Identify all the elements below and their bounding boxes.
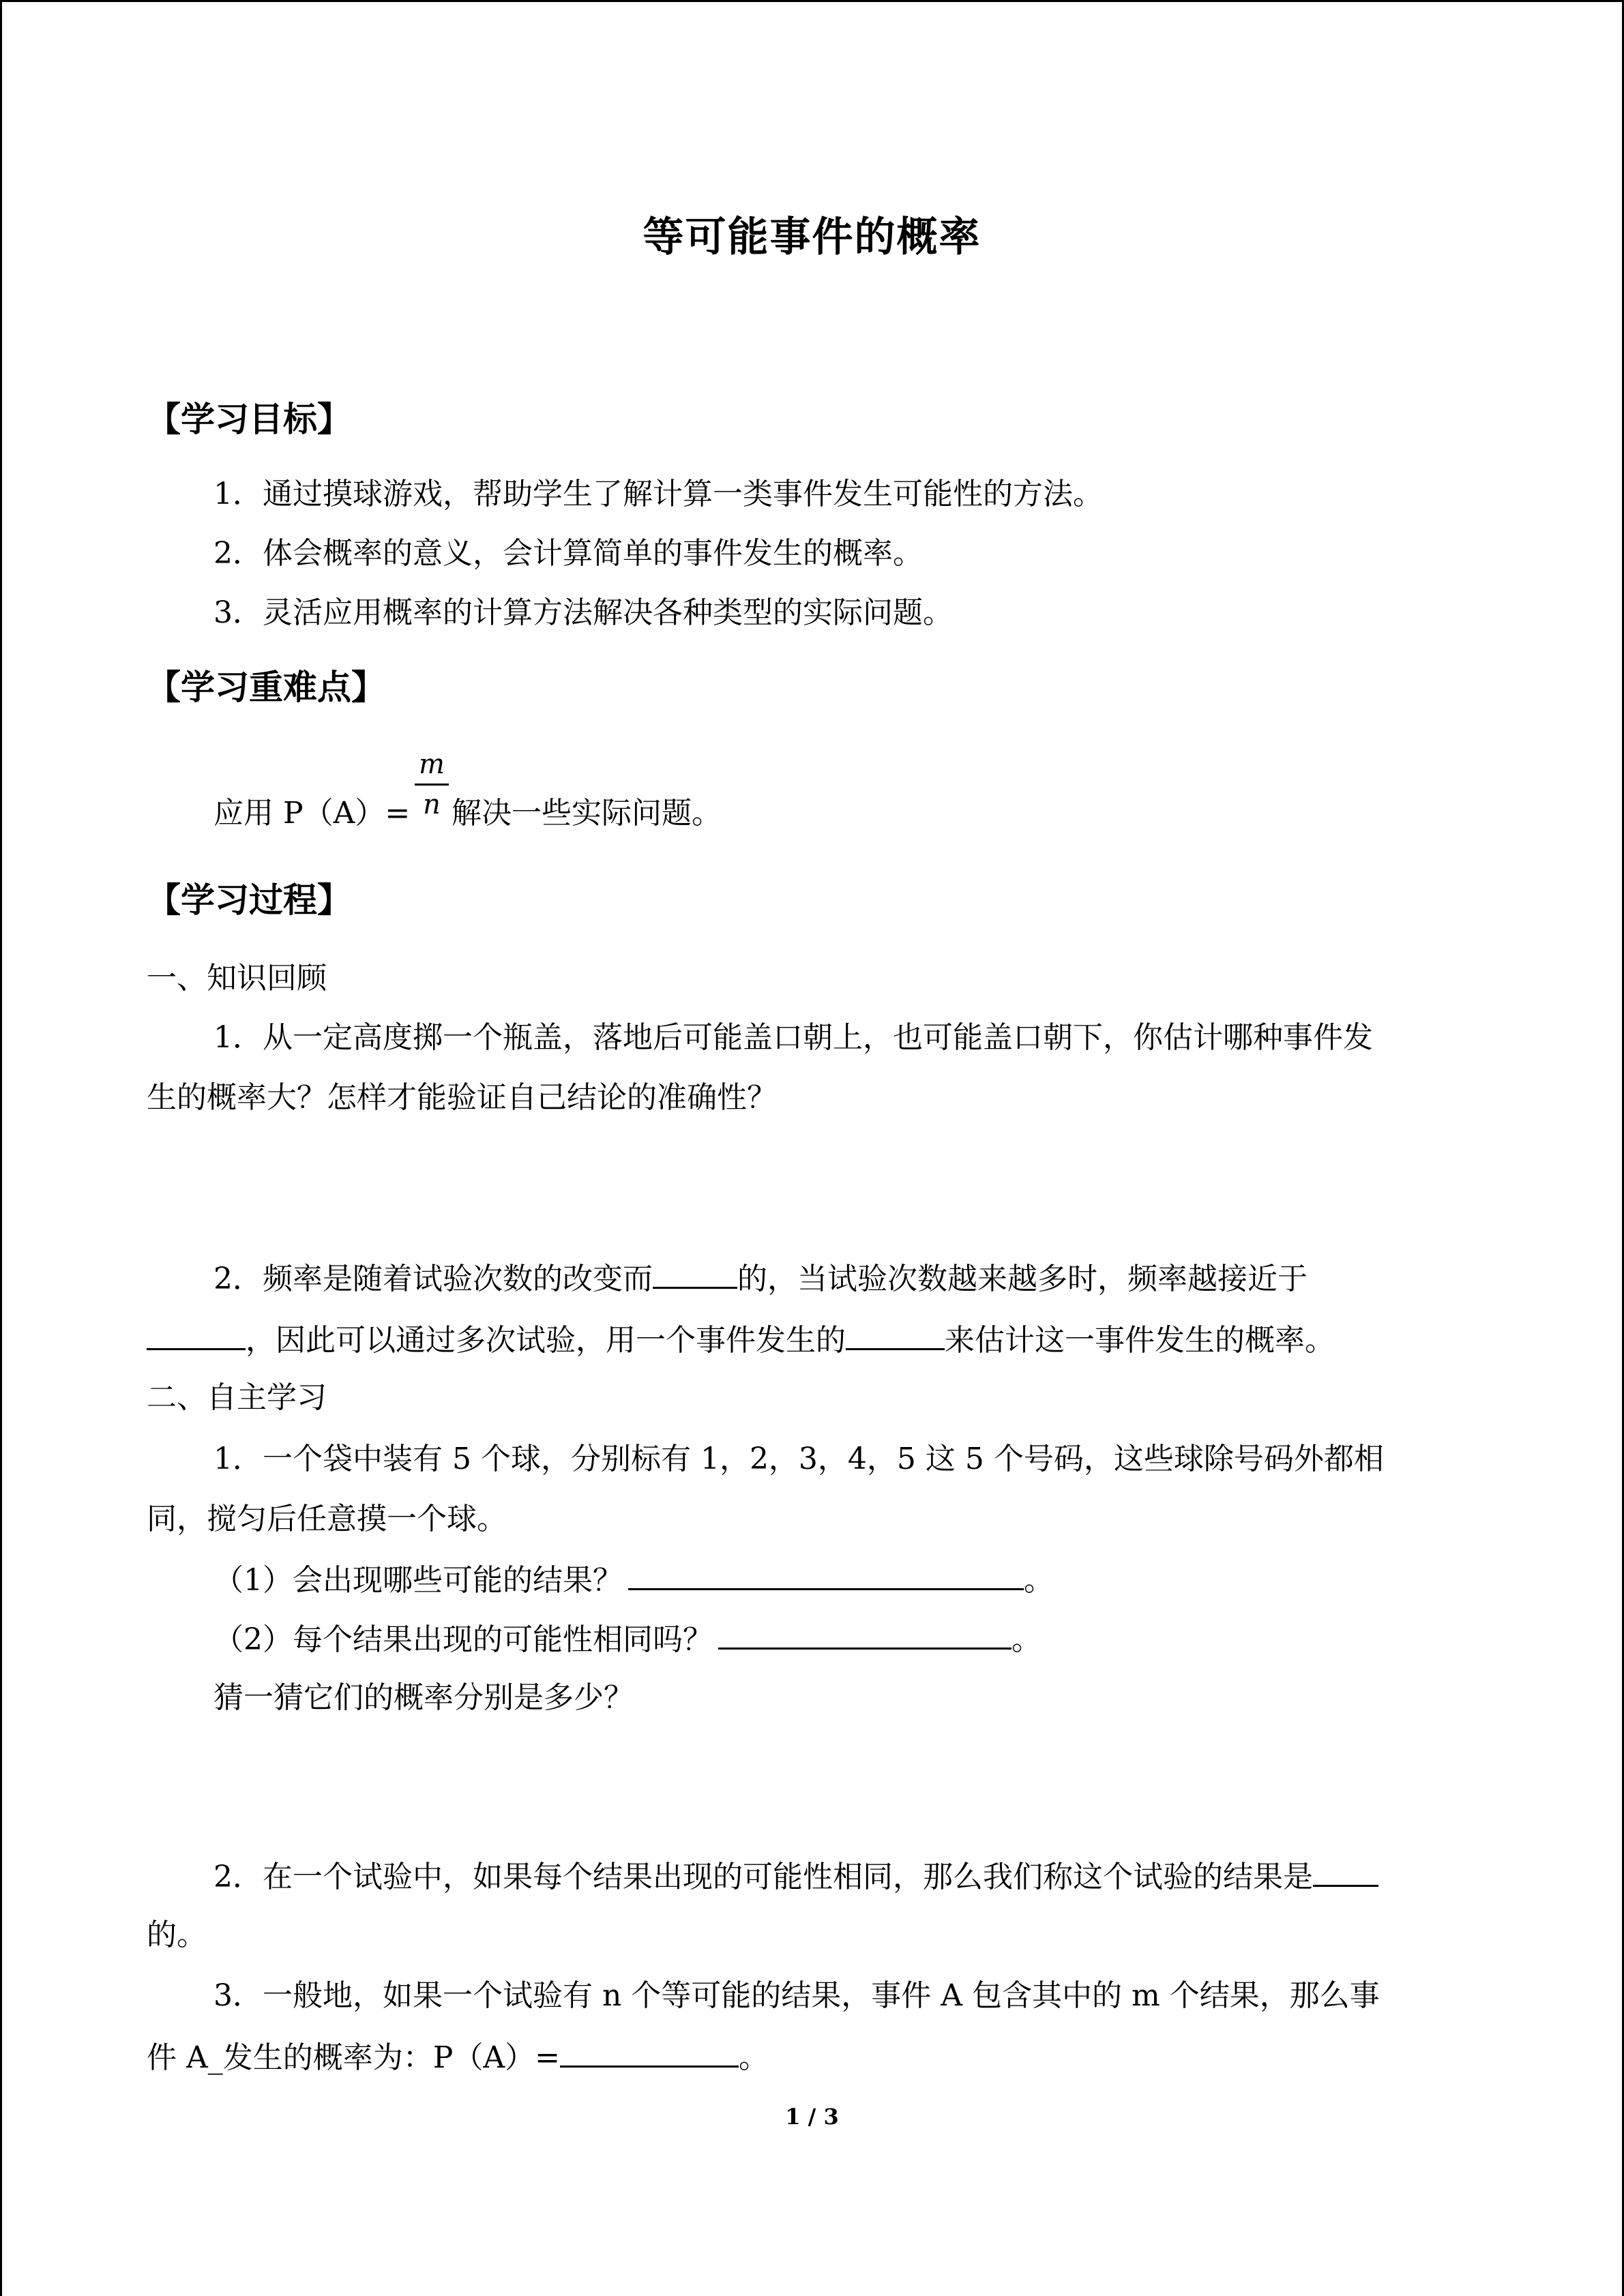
fill-blank[interactable] [1313, 1855, 1378, 1887]
goal-item: 3．灵活应用概率的计算方法解决各种类型的实际问题。 [213, 595, 953, 630]
section-heading-key-points: 【学习重难点】 [147, 668, 385, 707]
key-point-suffix: 解决一些实际问题。 [452, 796, 722, 831]
page-title: 等可能事件的概率 [643, 213, 981, 261]
fill-blank[interactable] [560, 2036, 739, 2068]
review-q2-line1: 2．频率是随着试验次数的改变而 的，当试验次数越来越多时，频率越接近于 [213, 1257, 1308, 1300]
goal-item: 2．体会概率的意义，会计算简单的事件发生的概率。 [213, 536, 923, 571]
fill-blank[interactable] [147, 1318, 246, 1350]
fill-blank[interactable] [718, 1617, 1012, 1650]
review-q2-line2: ，因此可以通过多次试验，用一个事件发生的 来估计这一事件发生的概率。 [147, 1318, 1335, 1361]
self-study-heading: 二、自主学习 [147, 1380, 327, 1415]
review-heading: 一、知识回顾 [147, 961, 327, 996]
review-q1-line1: 1．从一定高度掷一个瓶盖，落地后可能盖口朝上，也可能盖口朝下，你估计哪种事件发 [213, 1020, 1373, 1055]
self-study-q3-line1: 3．一般地，如果一个试验有 n 个等可能的结果，事件 A 包含其中的 m 个结果，那么事 [213, 1978, 1380, 2013]
self-study-guess: 猜一猜它们的概率分别是多少？ [213, 1680, 634, 1715]
fill-blank[interactable] [653, 1257, 737, 1289]
key-point-prefix: 应用 P（A）= [213, 796, 411, 831]
self-study-q1-line2: 同，搅匀后任意摸一个球。 [147, 1502, 507, 1536]
self-study-q1-line1: 1．一个袋中装有 5 个球，分别标有 1，2，3，4，5 这 5 个号码，这些球除号码外都相 [213, 1442, 1384, 1476]
numerator: m [419, 749, 445, 780]
denominator: n [423, 789, 441, 820]
fill-blank[interactable] [846, 1318, 945, 1350]
fill-blank[interactable] [628, 1558, 1024, 1590]
review-q1-line2: 生的概率大？怎样才能验证自己结论的准确性？ [147, 1080, 777, 1115]
section-heading-process: 【学习过程】 [147, 880, 351, 920]
self-study-q3-line2: 件 A_发生的概率为：P（A）= 。 [147, 2036, 769, 2078]
fraction-m-over-n [415, 747, 449, 822]
self-study-sub1: （1）会出现哪些可能的结果？ 。 [213, 1558, 1054, 1601]
self-study-sub2: （2）每个结果出现的可能性相同吗？ 。 [213, 1617, 1042, 1660]
self-study-q2-line1: 2．在一个试验中，如果每个结果出现的可能性相同，那么我们称这个试验的结果是 [213, 1855, 1378, 1898]
section-heading-goals: 【学习目标】 [147, 400, 351, 439]
goal-item: 1．通过摸球游戏，帮助学生了解计算一类事件发生可能性的方法。 [213, 477, 1103, 511]
page-number: 1 / 3 [785, 2104, 839, 2130]
self-study-q2-line2: 的。 [147, 1918, 207, 1952]
fraction-bar [415, 784, 449, 786]
